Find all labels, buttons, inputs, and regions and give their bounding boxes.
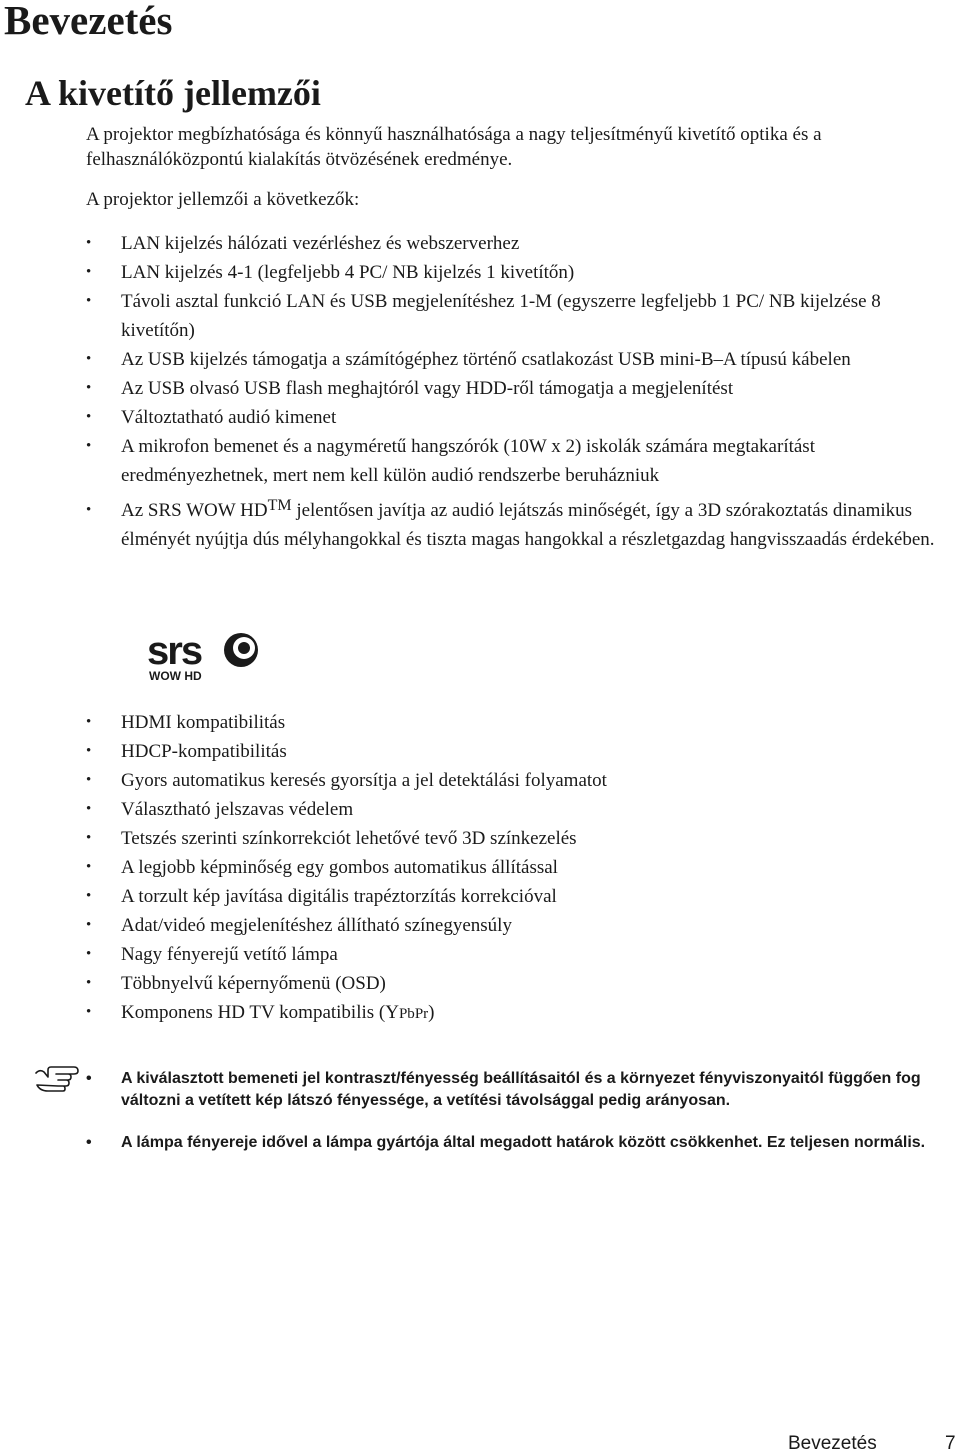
feature-item <box>86 403 946 432</box>
feature-text: A mikrofon bemenet és a nagyméretű hangszórók (10W x 2) iskolák számára megtakarítást eredményezhetnek, mert nem kell külön audió rendszerbe beruházniuk <box>121 436 815 486</box>
feature-item <box>86 708 946 737</box>
feature-text: Az USB kijelzés támogatja a számítógéphez történő csatlakozást USB mini-B–A típusú kábelen <box>121 349 851 370</box>
bullet-icon: • <box>86 264 92 280</box>
feature-item <box>86 766 946 795</box>
bullet-icon: • <box>86 772 92 788</box>
chapter-title: Bevezetés <box>4 0 173 43</box>
feature-list-secondary <box>86 708 946 1029</box>
srs-wow-hd-logo <box>146 626 268 684</box>
feature-text: Az USB olvasó USB flash meghajtóról vagy HDD-ről támogatja a megjelenítést <box>121 378 734 399</box>
section-title: A kivetítő jellemzői <box>25 73 321 113</box>
feature-text: Gyors automatikus keresés gyorsítja a jel detektálási folyamatot <box>121 770 607 791</box>
bullet-icon: • <box>86 380 92 396</box>
feature-text: Nagy fényerejű vetítő lámpa <box>121 944 338 965</box>
feature-text: A torzult kép javítása digitális trapéztorzítás korrekcióval <box>121 886 557 907</box>
feature-text: Változtatható audió kimenet <box>121 407 337 428</box>
bullet-icon: • <box>86 1004 92 1020</box>
feature-text: A legjobb képminőség egy gombos automatikus állítással <box>121 857 558 878</box>
bullet-icon: • <box>86 743 92 759</box>
feature-text: HDCP-kompatibilitás <box>121 741 287 762</box>
bullet-icon: • <box>86 917 92 933</box>
feature-text: HDMI kompatibilitás <box>121 712 286 733</box>
bullet-icon: • <box>86 502 92 518</box>
bullet-icon: • <box>86 859 92 875</box>
notes-list <box>86 1068 926 1174</box>
bullet-icon: • <box>86 801 92 817</box>
feature-text: Adat/videó megjelenítéshez állítható színegyensúly <box>121 915 512 936</box>
trademark-mark: TM <box>267 497 292 514</box>
feature-item <box>86 969 946 998</box>
feature-item <box>86 940 946 969</box>
feature-item <box>86 824 946 853</box>
feature-item-component <box>86 998 946 1029</box>
note-text: A lámpa fényereje idővel a lámpa gyártója által megadott határok között csökkenhet. Ez teljesen normális. <box>121 1134 926 1151</box>
srs-text-before: Az SRS WOW HD <box>121 500 268 521</box>
feature-item <box>86 795 946 824</box>
feature-text: Tetszés szerinti színkorrekciót lehetővé tevő 3D színkezelés <box>121 828 577 849</box>
feature-text: LAN kijelzés hálózati vezérléshez és webszerverhez <box>121 233 520 254</box>
bullet-icon: • <box>86 1070 92 1087</box>
feature-item <box>86 287 946 345</box>
note-item <box>86 1132 926 1154</box>
bullet-icon: • <box>86 714 92 730</box>
srs-logo-caption: WOW HD <box>149 669 202 683</box>
feature-text: Választható jelszavas védelem <box>121 799 354 820</box>
features-lead: A projektor jellemzői a következők: <box>86 189 360 210</box>
feature-text: Távoli asztal funkció LAN és USB megjelenítéshez 1-M (egyszerre legfeljebb 1 PC/ NB kijelzése 8 kivetítőn) <box>121 291 881 341</box>
feature-item <box>86 737 946 766</box>
feature-item <box>86 432 946 490</box>
bullet-icon: • <box>86 946 92 962</box>
srs-text-after: jelentősen javítja az audió lejátszás minőségét, így a 3D szórakoztatás dinamikus élményét nyújtja dús mélyhangokkal és tiszta magas hangokkal a részletgazdag hangvisszaadás érdekében. <box>121 500 935 550</box>
component-pb: Pb <box>398 1006 415 1022</box>
footer-chapter-label: Bevezetés <box>788 1433 877 1454</box>
feature-text: LAN kijelzés 4-1 (legfeljebb 4 PC/ NB kijelzés 1 kivetítőn) <box>121 262 575 283</box>
intro-paragraph: A projektor megbízhatósága és könnyű használhatósága a nagy teljesítményű kivetítő optika és a felhasználóközpontú kialakítás ötvözésének eredménye. <box>86 124 822 170</box>
feature-item-srs <box>86 490 946 554</box>
component-text: Komponens HD TV kompatibilis (Y <box>121 1002 399 1023</box>
srs-logo-wordmark: srs <box>147 629 202 673</box>
bullet-icon: • <box>86 830 92 846</box>
srs-logo-eye-pupil <box>238 642 250 654</box>
note-item <box>86 1068 926 1112</box>
bullet-icon: • <box>86 438 92 454</box>
feature-list-primary <box>86 229 946 554</box>
feature-item <box>86 911 946 940</box>
feature-item <box>86 853 946 882</box>
feature-item <box>86 345 946 374</box>
bullet-icon: • <box>86 235 92 251</box>
feature-item <box>86 374 946 403</box>
note-text: A kiválasztott bemeneti jel kontraszt/fényesség beállításaitól és a környezet fényviszonyaitól függően fog változni a vetített kép látszó fényessége, a vetítési távolsággal pedig arányosan. <box>121 1070 921 1109</box>
bullet-icon: • <box>86 975 92 991</box>
feature-item <box>86 882 946 911</box>
page-footer <box>788 1433 960 1455</box>
bullet-icon: • <box>86 1134 92 1151</box>
feature-text: Többnyelvű képernyőmenü (OSD) <box>121 973 386 994</box>
page-number: 7 <box>945 1433 956 1454</box>
pointing-hand-icon <box>34 1064 80 1094</box>
component-pr: Pr <box>414 1006 429 1022</box>
component-close: ) <box>428 1002 435 1023</box>
feature-item <box>86 229 946 258</box>
bullet-icon: • <box>86 293 92 309</box>
bullet-icon: • <box>86 409 92 425</box>
bullet-icon: • <box>86 351 92 367</box>
bullet-icon: • <box>86 888 92 904</box>
feature-item <box>86 258 946 287</box>
